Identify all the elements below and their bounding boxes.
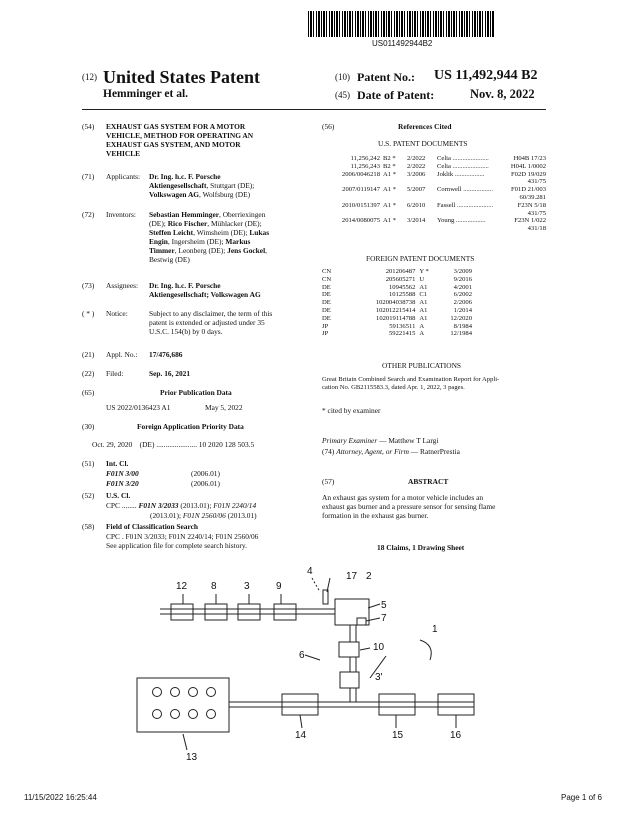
cited-by-examiner: * cited by examiner [322,406,381,415]
us-doc-row: 2007/0119147 A1 * 5/2007 Cornwell .................. F01D 21/003 [342,186,546,194]
foreign-doc-row: CN 201206487 Y * 3/2009 [322,268,472,275]
prior-pub-code: (65) [82,388,95,397]
label-3: 3 [244,581,250,592]
invention-title: EXHAUST GAS SYSTEM FOR A MOTOR VEHICLE, METHOD FOR OPERATING AN EXHAUST GAS SYSTEM, AND MOTOR VEHICLE [106,122,254,158]
page-indicator: Page 1 of 6 [561,793,602,802]
abstract-heading: ABSTRACT [408,477,449,486]
applicants-value: Dr. Ing. h.c. F. Porsche Aktiengesellschaft, Stuttgart (DE); Volkswagen AG, Wolfsburg (DE) [149,172,255,199]
refs-heading: References Cited [398,122,452,131]
foreign-priority-code: (30) [82,422,95,431]
label-10: 10 [373,642,385,653]
other-pubs-text: Great Britain Combined Search and Examination Report for Appli- cation No. GB2115583.3, dated Apr. 1, 2022, 3 pages. [322,376,500,391]
leader-4 [312,578,320,592]
abstract-code: (57) [322,477,335,486]
barcode [308,11,494,37]
foreign-doc-row: JP 59221415 A 12/1984 [322,330,472,338]
primary-examiner: Primary Examiner — Matthew T Largi [322,436,439,445]
foreign-docs-table [322,268,472,338]
abstract-text: An exhaust gas system for a motor vehicle includes an exhaust gas burner and a pressure sensor for sensing flame formation in the exhaust gas burner. [322,493,496,520]
notice-code: ( * ) [82,309,95,318]
inventors-value: Sebastian Hemminger, Oberriexingen (DE); Rico Fischer, Mühlacker (DE); Steffen Leicht, Wimsheim (DE); Lukas Engin, Ingersheim (DE); Markus Timmer, Leonberg (DE); Jens Gockel, Bestwig (DE) [149,210,270,264]
intcl-class: F01N 3/00 [106,469,139,478]
foreign-doc-row: DE 102004038738 A1 2/2006 [322,299,472,307]
notice-value: Subject to any disclaimer, the term of this patent is extended or adjusted under 35 U.S.C. 154(b) by 0 days. [149,309,273,336]
field-value: CPC . F01N 3/2033; F01N 2240/14; F01N 2560/06 See application file for complete search history. [106,532,259,550]
uscl-label: U.S. Cl. [106,491,131,500]
label-7: 7 [381,613,387,624]
label-15: 15 [392,730,404,741]
appl-label: Appl. No.: [106,350,138,359]
attorney: (74) Attorney, Agent, or Firm — RatnerPrestia [322,447,460,456]
uscl-code: (52) [82,491,95,500]
sensor-7-box [357,618,366,625]
inventors-short: Hemminger et al. [103,88,189,100]
date-label: Date of Patent: [357,88,435,102]
patent-date: Nov. 8, 2022 [470,87,535,101]
label-12: 12 [176,581,188,592]
inventors-code: (72) [82,210,95,219]
us-doc-continuation: 60/39.281 [519,193,546,201]
applicants-label: Applicants: [106,172,141,181]
label-1: 1 [432,624,438,635]
barcode-number: US011492944B2 [372,39,433,48]
component-3-box [238,604,260,620]
prior-pub-number: US 2022/0136423 A1 [106,403,171,412]
component-16-box [438,694,474,715]
label-8: 8 [211,581,217,592]
component-14-box [282,694,318,715]
exhaust-system-drawing [0,560,633,760]
field-label: Field of Classification Search [106,522,199,531]
assignees-value: Dr. Ing. h.c. F. Porsche Aktiengesellschaft; Volkswagen AG [149,281,261,299]
engine-13-box [137,678,229,732]
inventors-label: Inventors: [106,210,136,219]
appl-number: 17/476,686 [149,350,183,359]
foreign-priority-entry: Oct. 29, 2020 (DE) ...................... 10 2020 128 503.5 [92,440,255,449]
prior-pub-date: May 5, 2022 [205,403,243,412]
intcl-version: (2006.01) [191,469,220,478]
label-9: 9 [276,581,282,592]
code-45: (45) [335,90,350,100]
patent-no: US 11,492,944 B2 [434,68,538,83]
component-9-box [274,604,296,620]
component-10-box [339,642,359,657]
us-doc-continuation: 431/75 [527,209,546,217]
label-17: 17 [346,571,358,582]
intcl-code: (51) [82,459,95,468]
label-16: 16 [450,730,462,741]
other-pubs-heading: OTHER PUBLICATIONS [382,361,462,370]
label-2: 2 [366,571,372,582]
foreign-doc-row: CN 205605271 U 9/2016 [322,275,472,283]
foreign-doc-row: DE 102012215414 A1 1/2014 [322,306,472,314]
component-15-box [379,694,415,715]
assignees-code: (73) [82,281,95,290]
us-docs-heading: U.S. PATENT DOCUMENTS [378,139,468,148]
prior-pub-heading: Prior Publication Data [160,388,232,397]
patent-no-label: Patent No.: [357,70,415,84]
component-3prime-box [340,672,359,688]
label-14: 14 [295,730,307,741]
intcl-label: Int. Cl. [106,459,129,468]
foreign-doc-row: JP 59136511 A 8/1984 [322,322,472,330]
foreign-priority-heading: Foreign Application Priority Data [137,422,244,431]
burner-box-2 [335,599,369,625]
us-docs-table [322,155,546,233]
print-timestamp: 11/15/2022 16:25:44 [24,793,97,802]
us-doc-continuation: 431/75 [527,178,546,186]
us-doc-row: 2010/0151397 A1 * 6/2010 Fassell ...................... F23N 5/18 [341,201,546,209]
claims-count: 18 Claims, 1 Drawing Sheet [377,543,465,552]
notice-label: Notice: [106,309,128,318]
foreign-doc-row: DE 10125588 C1 6/2002 [322,291,472,299]
intcl-class: F01N 3/20 [106,479,139,488]
us-doc-row: 11,256,242 B2 * 2/2022 Celia ...................... H04B 17/23 [350,155,546,162]
us-doc-row: 2006/0046218 A1 * 3/2006 Joklik .................. F02D 19/029 [341,170,546,178]
label-6: 6 [299,650,305,661]
label-13: 13 [186,752,198,760]
component-8-box [205,604,227,620]
applicants-code: (71) [82,172,95,181]
inlet-17 [323,590,328,604]
foreign-doc-row: DE 10945562 A1 4/2001 [322,283,472,291]
us-doc-row: 11,256,243 B2 * 2/2022 Celia ...................... H04L 1/0002 [350,162,546,170]
uscl-line-1: CPC ........ F01N 3/2033 (2013.01); F01N 2240/14 [106,501,257,510]
refs-code: (56) [322,122,335,131]
title-code: (54) [82,122,95,131]
foreign-doc-row: DE 102019114788 A1 12/2020 [322,314,472,322]
label-5: 5 [381,600,387,611]
filed-date: Sep. 16, 2021 [149,369,191,378]
filed-label: Filed: [106,369,124,378]
us-doc-row: 2014/0080075 A1 * 3/2014 Young .................. F23N 1/022 [341,217,546,225]
foreign-docs-heading: FOREIGN PATENT DOCUMENTS [366,254,475,263]
label-3prime: 3' [375,672,383,683]
label-4: 4 [307,566,313,577]
uscl-line-2: (2013.01); F01N 2560/06 (2013.01) [150,511,257,520]
component-12-box [171,604,193,620]
assignees-label: Assignees: [106,281,139,290]
field-code: (58) [82,522,95,531]
intcl-version: (2006.01) [191,479,220,488]
us-doc-continuation: 431/18 [527,225,546,233]
code-12: (12) [82,72,97,82]
code-10: (10) [335,72,350,82]
appl-code: (21) [82,350,95,359]
doc-type: United States Patent [103,67,260,87]
filed-code: (22) [82,369,95,378]
